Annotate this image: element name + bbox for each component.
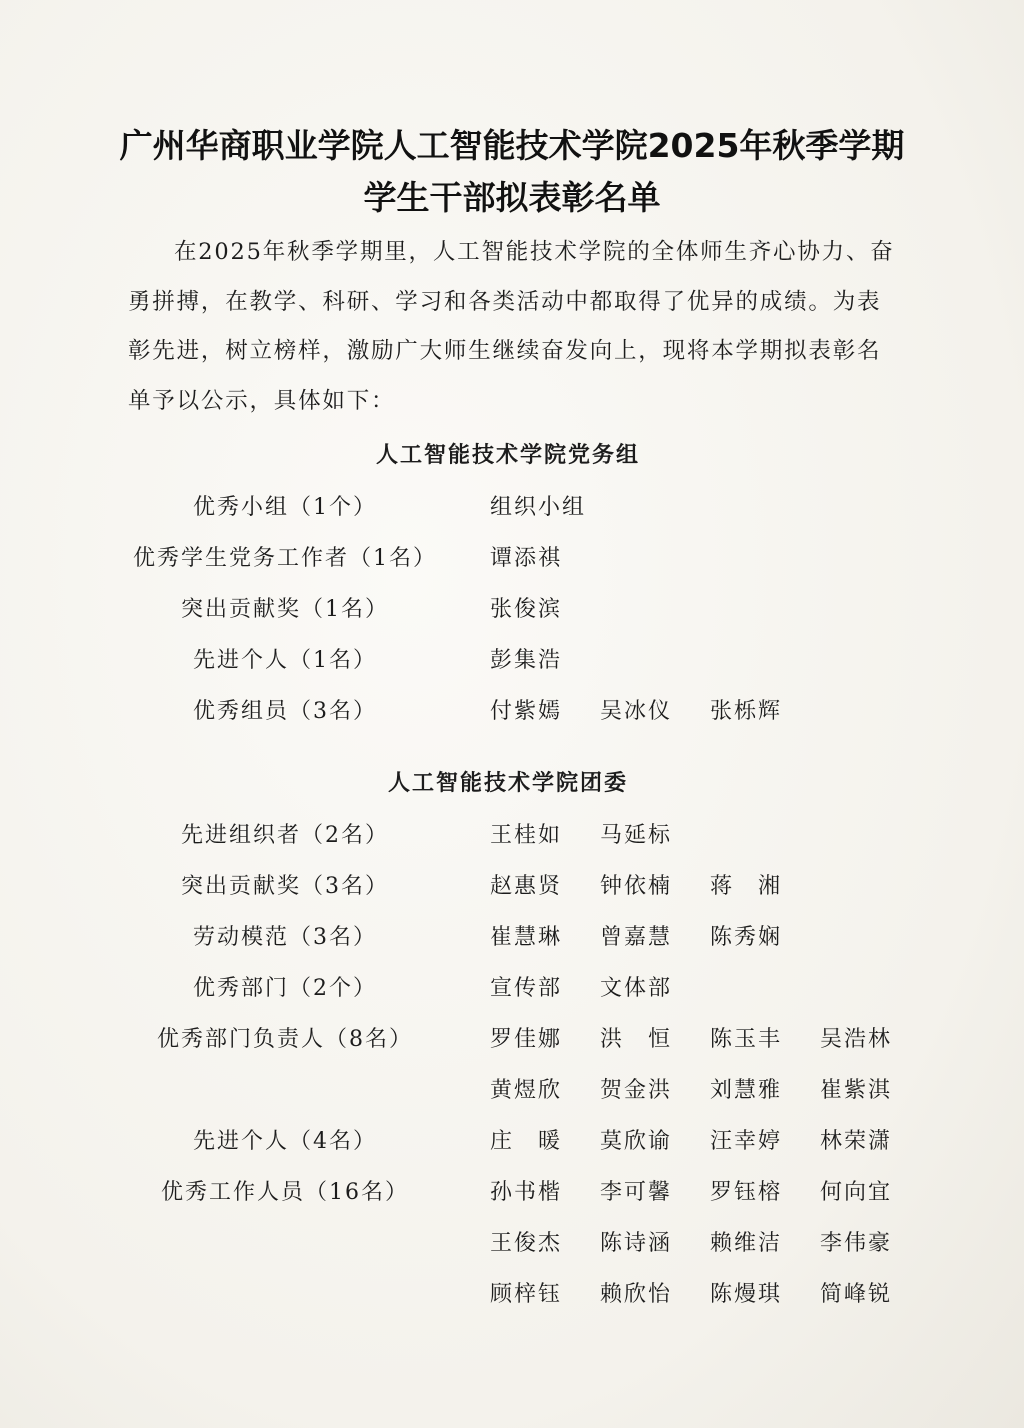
award-category: 优秀部门负责人（8名）	[157, 1027, 413, 1052]
section-heading: 人工智能技术学院党务组	[375, 443, 640, 468]
award-category: 优秀组员（3名）	[193, 699, 377, 724]
recipient-name: 何向宜	[820, 1180, 893, 1205]
recipient-name: 谭添祺	[490, 546, 563, 571]
recipient-name: 蒋 湘	[710, 874, 783, 899]
recipient-name: 洪 恒	[600, 1027, 673, 1052]
award-category: 突出贡献奖（1名）	[181, 597, 389, 622]
recipient-name: 孙书楷	[490, 1180, 563, 1205]
recipient-name: 陈诗涵	[600, 1231, 673, 1256]
recipient-name: 贺金洪	[600, 1078, 673, 1103]
recipient-name: 张栎辉	[710, 699, 783, 724]
recipient-name: 罗钰榕	[710, 1180, 783, 1205]
recipient-name: 顾梓钰	[490, 1282, 563, 1307]
recipient-name: 组织小组	[490, 495, 587, 520]
recipient-name: 赵惠贤	[490, 874, 563, 899]
award-category: 劳动模范（3名）	[193, 925, 377, 950]
recipient-name: 林荣潇	[820, 1129, 893, 1154]
recipient-name: 黄煜欣	[490, 1078, 563, 1103]
recipient-name: 曾嘉慧	[600, 925, 673, 950]
recipient-name: 张俊滨	[490, 597, 563, 622]
recipient-name: 庄 暖	[490, 1129, 563, 1154]
recipient-name: 王俊杰	[490, 1231, 563, 1256]
recipient-name: 钟依楠	[600, 874, 673, 899]
intro-text: 在2025年秋季学期里，人工智能技术学院的全体师生齐心协力、奋勇拼搏，在教学、科研、学习和各类活动中都取得了优异的成绩。为表彰先进，树立榜样，激励广大师生继续奋发向上，现将本学期拟表彰名单予以公示，具体如下：	[128, 239, 895, 414]
recipient-name: 陈熳琪	[710, 1282, 783, 1307]
recipient-name: 汪幸婷	[710, 1129, 783, 1154]
recipient-name: 文体部	[600, 976, 673, 1001]
recipient-name: 陈秀娴	[710, 925, 783, 950]
recipient-name: 刘慧雅	[710, 1078, 783, 1103]
recipient-name: 崔慧琳	[490, 925, 563, 950]
award-category: 先进个人（4名）	[193, 1129, 377, 1154]
recipient-name: 崔紫淇	[820, 1078, 893, 1103]
award-category: 优秀工作人员（16名）	[161, 1180, 409, 1205]
recipient-name: 罗佳娜	[490, 1027, 563, 1052]
award-category: 先进组织者（2名）	[181, 823, 389, 848]
recipient-name: 付紫嫣	[490, 699, 563, 724]
recipient-name: 李伟豪	[820, 1231, 893, 1256]
recipient-name: 王桂如	[490, 823, 563, 848]
award-category: 优秀小组（1个）	[193, 495, 377, 520]
award-category: 优秀学生党务工作者（1名）	[133, 546, 437, 571]
recipient-name: 马延标	[600, 823, 673, 848]
award-category: 突出贡献奖（3名）	[181, 874, 389, 899]
document-title-line-1: 广州华商职业学院人工智能技术学院2025年秋季学期	[119, 126, 905, 165]
document-title-line-2: 学生干部拟表彰名单	[363, 178, 661, 217]
award-category: 先进个人（1名）	[193, 648, 377, 673]
section-heading: 人工智能技术学院团委	[387, 771, 628, 796]
recipient-name: 彭集浩	[490, 648, 563, 673]
recipient-name: 简峰锐	[820, 1282, 893, 1307]
recipient-name: 吴冰仪	[600, 699, 673, 724]
intro-paragraph	[128, 228, 898, 426]
recipient-name: 陈玉丰	[710, 1027, 783, 1052]
recipient-name: 莫欣谕	[600, 1129, 673, 1154]
recipient-name: 赖维洁	[710, 1231, 783, 1256]
recipient-name: 李可馨	[600, 1180, 673, 1205]
award-category: 优秀部门（2个）	[193, 976, 377, 1001]
recipient-name: 赖欣怡	[600, 1282, 673, 1307]
recipient-name: 吴浩林	[820, 1027, 893, 1052]
recipient-name: 宣传部	[490, 976, 563, 1001]
